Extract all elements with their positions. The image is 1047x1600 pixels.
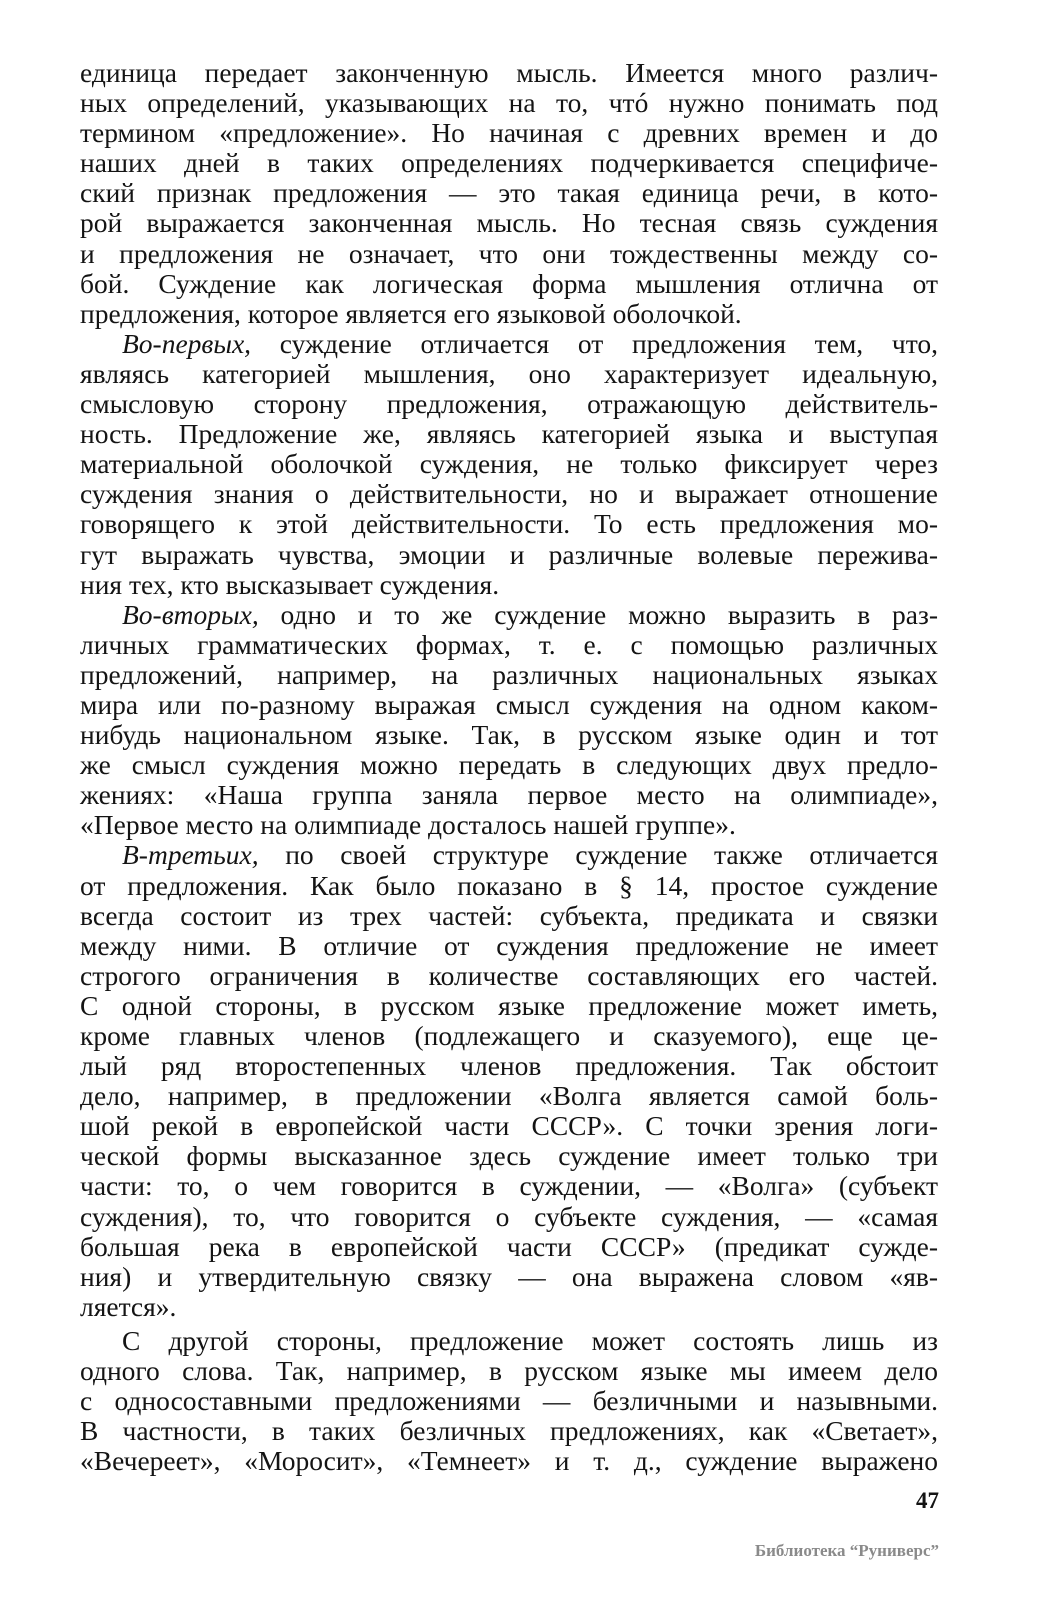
paragraph-2 (80, 329, 938, 600)
text-line: всегда состоит из трех частей: субъекта, предиката и связки (80, 899, 938, 931)
text-line: «Первое место на олимпиаде досталось нашей группе». (80, 809, 736, 841)
text-line (80, 840, 938, 870)
text-line: С другой стороны, предложение может состоять лишь из (122, 1324, 938, 1356)
text-line: ский признак предложения — это такая единица речи, в кото- (80, 177, 938, 209)
text-line: предложений, например, на различных национальных языках (80, 658, 938, 690)
text-line: ния) и утвердительную связку — она выражена словом «яв- (80, 1260, 938, 1292)
page-text (80, 58, 938, 1476)
paragraph-lead: Во-вторых, (122, 598, 259, 630)
paragraph-1 (80, 58, 938, 329)
text-run: одно и то же суждение можно выразить в раз- (258, 598, 938, 630)
text-line: же смысл суждения можно передать в следующих двух предло- (80, 749, 938, 781)
page-number: 47 (916, 1488, 939, 1513)
text-line: личных грамматических формах, т. е. с помощью различных (80, 628, 938, 660)
text-line: мира или по-разному выражая смысл суждения на одном каком- (80, 688, 938, 720)
library-watermark: Библиотека “Руниверс” (754, 1541, 939, 1560)
text-line: ческой формы высказанное здесь суждение имеет только три (80, 1140, 938, 1172)
text-line: большая река в европейской части СССР» (предикат сужде- (80, 1230, 938, 1262)
text-line (80, 329, 938, 359)
text-line: части: то, о чем говорится в суждении, — «Волга» (субъект (80, 1170, 938, 1202)
text-line: нибудь национальном языке. Так, в русском языке один и тот (80, 719, 938, 751)
text-line: одного слова. Так, например, в русском языке мы имеем дело (80, 1355, 938, 1387)
text-line: суждения знания о действительности, но и выражает отношение (80, 478, 938, 510)
text-line: гут выражать чувства, эмоции и различные волевые пережива- (80, 538, 938, 570)
paragraph-lead: Во-первых, (122, 327, 252, 359)
text-line (80, 600, 938, 630)
text-line: бой. Суждение как логическая форма мышления отлична от (80, 267, 938, 299)
text-line: жениях: «Наша группа заняла первое место на олимпиаде», (80, 779, 938, 811)
text-line: шой рекой в европейской части СССР». С точки зрения логи- (80, 1110, 938, 1142)
text-line: строгого ограничения в количестве составляющих его частей. (80, 959, 938, 991)
text-line: термином «предложение». Но начиная с древних времен и до (80, 117, 938, 149)
text-line: единица передает законченную мысль. Имеется много различ- (80, 57, 938, 88)
text-run: по своей структуре суждение также отличается (258, 839, 938, 871)
text-line: кроме главных членов (подлежащего и сказуемого), еще це- (80, 1020, 938, 1051)
text-line: наших дней в таких определениях подчеркивается специфиче- (80, 147, 938, 179)
text-line: дело, например, в предложении «Волга является самой боль- (80, 1080, 938, 1112)
text-line: ных определений, указывающих на то, чтó нужно понимать под (80, 87, 938, 119)
text-line: и предложения не означает, что они тождественны между со- (80, 237, 938, 269)
text-line: ность. Предложение же, являясь категорией языка и выступая (80, 418, 938, 450)
paragraph-4 (80, 840, 938, 1322)
paragraph-3 (80, 600, 938, 841)
text-line: «Вечереет», «Моросит», «Темнеет» и т. д., суждение выражено (80, 1445, 938, 1477)
text-line: суждения), то, что говорится о субъекте суждения, — «самая (80, 1200, 938, 1232)
text-line: С одной стороны, в русском языке предложение может иметь, (80, 989, 938, 1021)
text-line: смысловую сторону предложения, отражающую действитель- (80, 388, 938, 420)
paragraph-lead: В-третьих, (122, 839, 259, 871)
text-line: предложения, которое является его языковой оболочкой. (80, 297, 742, 329)
text-run: суждение отличается от предложения тем, что, (251, 327, 938, 359)
text-line: от предложения. Как было показано в § 14, простое суждение (80, 869, 938, 901)
paragraph-5 (80, 1326, 938, 1476)
text-line: являясь категорией мышления, оно характеризует идеальную, (80, 357, 938, 389)
text-line: с односоставными предложениями — безличными и назывными. (80, 1385, 938, 1417)
text-line: материальной оболочкой суждения, не только фиксирует через (80, 448, 938, 480)
text-line: рой выражается законченная мысль. Но тесная связь суждения (80, 207, 938, 239)
text-line: ния тех, кто высказывает суждения. (80, 568, 500, 600)
text-line: между ними. В отличие от суждения предложение не имеет (80, 929, 938, 961)
text-line: говорящего к этой действительности. То есть предложения мо- (80, 508, 938, 540)
text-line: лый ряд второстепенных членов предложения. Так обстоит (80, 1050, 938, 1082)
text-line: ляется». (80, 1290, 177, 1322)
text-line: В частности, в таких безличных предложениях, как «Светает», (80, 1415, 938, 1447)
